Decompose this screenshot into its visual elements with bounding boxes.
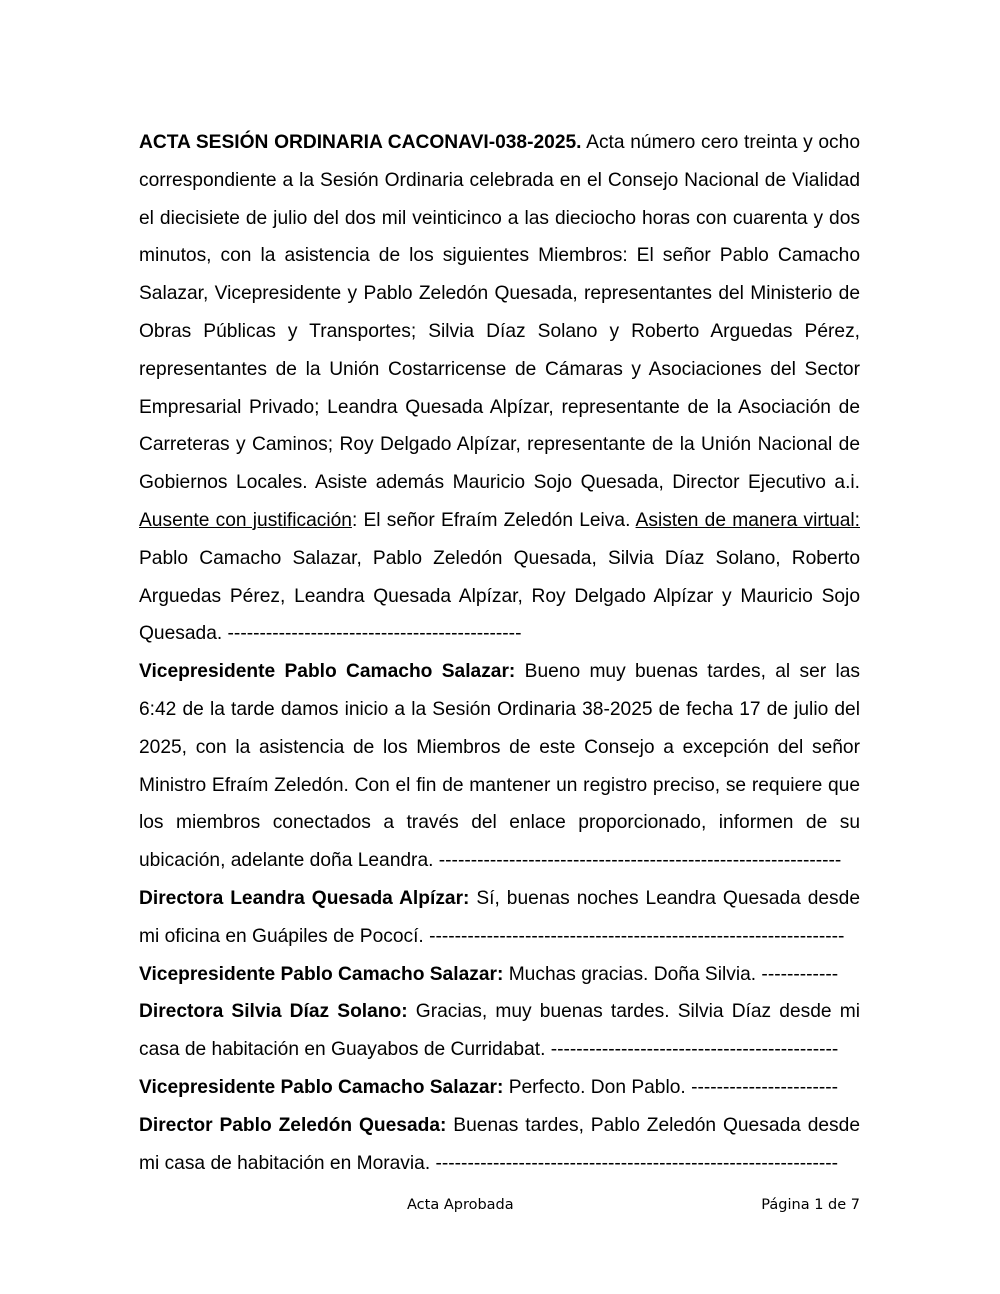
speech-paragraph — [139, 993, 860, 1069]
minutes-body — [139, 124, 860, 1182]
speaker-name: Vicepresidente Pablo Camacho Salazar: — [139, 661, 516, 683]
speaker-name: Vicepresidente Pablo Camacho Salazar: — [139, 963, 504, 985]
minutes-title: ACTA SESIÓN ORDINARIA CACONAVI-038-2025. — [139, 132, 582, 153]
speech-text: Sí, buenas noches Leandra Quesada desde mi oficina en Guápiles de Pococí. ----------------------------------------------------------------- — [139, 887, 860, 947]
speaker-name: Directora Silvia Díaz Solano: — [139, 1001, 408, 1023]
footer-status: Acta Aprobada — [407, 1197, 514, 1213]
speech-text: Muchas gracias. Doña Silvia. ------------ — [503, 963, 839, 985]
speech-text: Gracias, muy buenas tardes. Silvia Díaz desde mi casa de habitación en Guayabos de Curridabat. --------------------------------------------- — [139, 1001, 860, 1061]
speech-text: Perfecto. Don Pablo. ----------------------- — [503, 1076, 839, 1098]
page-number: Página 1 de 7 — [761, 1197, 860, 1213]
virtual-label: Asisten de manera virtual: — [635, 509, 860, 531]
speech-paragraph — [139, 956, 860, 994]
absent-text: : El señor Efraím Zeledón Leiva. — [351, 509, 636, 531]
speaker-name: Director Pablo Zeledón Quesada: — [139, 1114, 447, 1136]
speech-text: Buenas tardes, Pablo Zeledón Quesada desde mi casa de habitación en Moravia. --------------------------------------------------------------- — [139, 1114, 860, 1174]
absent-label: Ausente con justificación — [139, 509, 352, 531]
virtual-text: Pablo Camacho Salazar, Pablo Zeledón Quesada, Silvia Díaz Solano, Roberto Arguedas Pérez, Leandra Quesada Alpízar, Roy Delgado Alpízar y Mauricio Sojo Quesada. ---------------------------------------------- — [139, 547, 860, 645]
speaker-name: Vicepresidente Pablo Camacho Salazar: — [139, 1076, 504, 1098]
speech-text: Bueno muy buenas tardes, al ser las 6:42 de la tarde damos inicio a la Sesión Ordinaria 38-2025 de fecha 17 de julio del 2025, con la asistencia de los Miembros de este Consejo a excepción del señor Ministro Efraím Zeledón. Con el fin de mantener un registro preciso, se requiere que los miembros conectados a través del enlace proporcionado, informen de su ubicación, adelante doña Leandra. --------------------------------------------------------------- — [139, 661, 861, 872]
speech-paragraph — [139, 880, 860, 956]
opening-paragraph — [139, 124, 860, 653]
speech-paragraph — [139, 653, 860, 880]
speech-paragraph — [139, 1107, 860, 1183]
speaker-name: Directora Leandra Quesada Alpízar: — [139, 887, 470, 909]
page-footer — [139, 1193, 860, 1217]
speech-paragraph — [139, 1069, 860, 1107]
opening-text: Acta número cero treinta y ocho correspondiente a la Sesión Ordinaria celebrada en el Consejo Nacional de Vialidad el diecisiete de julio del dos mil veinticinco a las dieciocho horas con cuarenta y dos minutos, con la asistencia de los siguientes Miembros: El señor Pablo Camacho Salazar, Vicepresidente y Pablo Zeledón Quesada, representantes del Ministerio de Obras Públicas y Transportes; Silvia Díaz Solano y Roberto Arguedas Pérez, representantes de la Unión Costarricense de Cámaras y Asociaciones del Sector Empresarial Privado; Leandra Quesada Alpízar, representante de la Asociación de Carreteras y Caminos; Roy Delgado Alpízar, representante de la Unión Nacional de Gobiernos Locales. Asiste además Mauricio Sojo Quesada, Director Ejecutivo a.i. — [139, 132, 860, 494]
